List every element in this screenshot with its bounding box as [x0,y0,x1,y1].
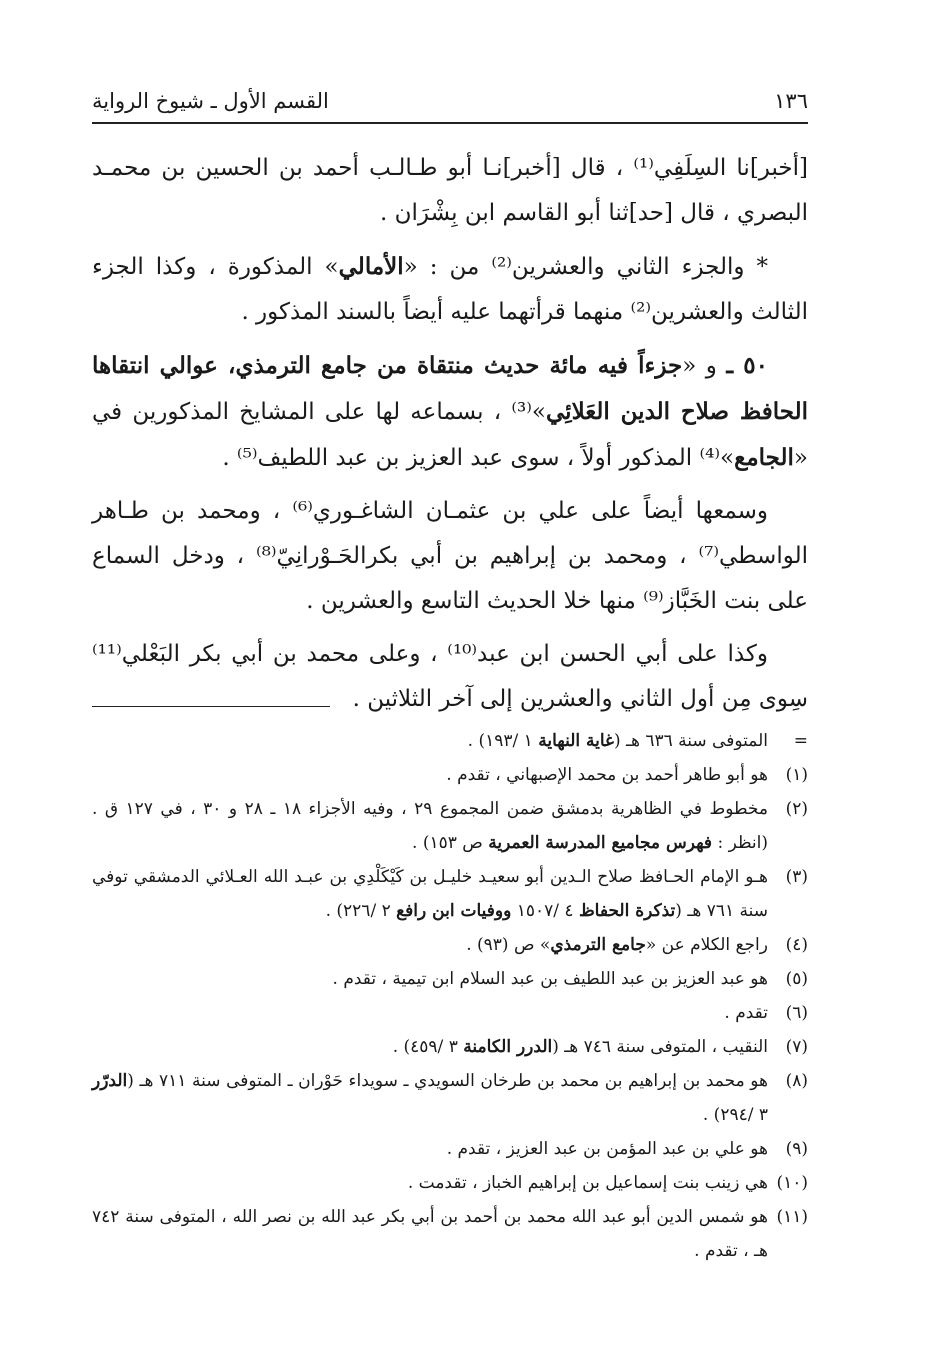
footnote-text: هي زينب بنت إسماعيل بن إبراهيم الخباز ، تقدمت . [407,1173,768,1193]
paragraph-3 [92,343,808,481]
footnote-text: راجع الكلام عن «جامع الترمذي» ص (٩٣) . [466,935,768,955]
footnote-text: تقدم . [724,1003,768,1023]
text-run: و « [682,353,727,379]
text-run: »⁽³⁾ ، بسماعه لها على المشايخ المذكورين في « [92,399,808,471]
footnote-10 [92,1166,808,1200]
book-page [92,70,808,1350]
text-run: »⁽⁴⁾ المذكور أولاً ، سوى عبد العزيز بن عبد اللطيف⁽⁵⁾ . [222,445,735,471]
footnote-6 [92,996,808,1030]
footnote-text: المتوفى سنة ٦٣٦ هـ (غاية النهاية ١ /١٩٣) . [467,731,768,751]
footnotes [92,724,808,1268]
paragraph-4: وسمعها أيضاً على علي بن عثمـان الشاغـوري⁽⁶⁾ ، ومحمد بن طـاهر الواسطي⁽⁷⁾ ، ومحمد بن إبراهيم بن أبي بكرالحَـوْرانِيّ⁽⁸⁾ ، ودخل السماع على بنت الخَبَّاز⁽⁹⁾ منها خلا الحديث التاسع والعشرين . [92,498,808,614]
footnote-3 [92,860,808,928]
footnote-mark: (٥) [785,969,808,989]
footnote-mark: (٦) [785,1003,808,1023]
footnote-mark: = [793,731,808,751]
paragraph-2 [92,244,808,335]
footnote-text: هو علي بن عبد المؤمن بن عبد العزيز ، تقدم . [446,1139,768,1159]
footnote-1 [92,758,808,792]
main-text [92,146,808,730]
paragraph-1: [أخبر]نا السِلَفِي⁽¹⁾ ، قال [أخبر]نـا أبو طـالـب أحمد بن الحسين بن محمـد البصري ، قال [حد]ثنا أبو القاسم ابن بِشْرَان . [92,155,809,226]
book-title: الأمالي [338,253,404,280]
footnote-text: هو عبد العزيز بن عبد اللطيف بن عبد السلام ابن تيمية ، تقدم . [332,969,768,989]
footnote-11 [92,1200,808,1268]
text-run: * والجزء الثاني والعشرين⁽²⁾ من : « [403,254,769,280]
footnote-mark: (٤) [785,935,808,955]
footnote-text: مخطوط في الظاهرية بدمشق ضمن المجموع ٢٩ ، وفيه الأجزاء ١٨ ـ ٢٨ و ٣٠ ، في ١٢٧ ق . (انظر : فهرس مجاميع المدرسة العمرية ص ١٥٣) . [92,799,769,853]
footnote-text: النقيب ، المتوفى سنة ٧٤٦ هـ (الدرر الكامنة ٣ /٤٥٩) . [392,1037,768,1057]
footnote-continued [92,724,808,758]
footnote-text: هو محمد بن إبراهيم بن محمد بن طرخان السويدي ـ سويداء حَوْران ـ المتوفى سنة ٧١١ هـ (الدرّر ٣ /٢٩٤) . [92,1071,769,1125]
footnote-2 [92,792,808,860]
text-run: » المذكورة ، وكذا الجزء الثالث والعشرين⁽²⁾ منهما قرأتهما عليه أيضاً بالسند المذكور . [92,254,808,325]
footnote-mark: (١) [785,765,808,785]
footnote-mark: (٧) [785,1037,808,1057]
footnote-text: هـو الإمام الحـافظ صلاح الـدين أبو سعيـد خليـل بن كَيْكَلْدِي بن عبـد الله العـلائي الدمشقي توفي سنة ٧٦١ هـ (تذكرة الحفاظ ٤ /١٥٠٧ ووفيات ابن رافع ٢ /٢٢٦) . [92,867,768,921]
footnote-8 [92,1064,808,1132]
footnote-mark: (١٠) [776,1173,808,1193]
footnote-9 [92,1132,808,1166]
footnote-mark: (٣) [785,867,808,887]
entry-number: ٥٠ ـ [726,352,768,379]
book-title: الجامع [734,444,794,471]
footnote-5 [92,962,808,996]
running-header [92,84,808,118]
footnote-mark: (٢) [785,799,808,819]
footnote-mark: (٩) [785,1139,808,1159]
footnote-text: هو أبو طاهر أحمد بن محمد الإصبهاني ، تقدم . [446,765,768,785]
footnote-mark: (١١) [776,1207,808,1227]
paragraph-5: وكذا على أبي الحسن ابن عبد⁽¹⁰⁾ ، وعلى محمد بن أبي بكر البَعْلي⁽¹¹⁾ سِوى مِن أول الثاني والعشرين إلى آخر الثلاثين . [92,641,808,712]
header-rule [92,122,808,124]
section-title: القسم الأول ـ شيوخ الرواية [92,89,329,113]
footnote-text: هو شمس الدين أبو عبد الله محمد بن أحمد بن أبي بكر عبد الله بن نصر الله ، المتوفى سنة ٧٤٢ هـ ، تقدم . [92,1207,768,1261]
footnote-7 [92,1030,808,1064]
footnote-mark: (٨) [785,1071,808,1091]
page-number: ١٣٦ [774,89,808,113]
footnote-separator [92,706,330,707]
footnote-4 [92,928,808,962]
book-title: جزءاً فيه مائة حديث منتقاة من جامع الترمذي، عوالي انتقاها الحافظ صلاح الدين العَلائِي [92,352,808,425]
